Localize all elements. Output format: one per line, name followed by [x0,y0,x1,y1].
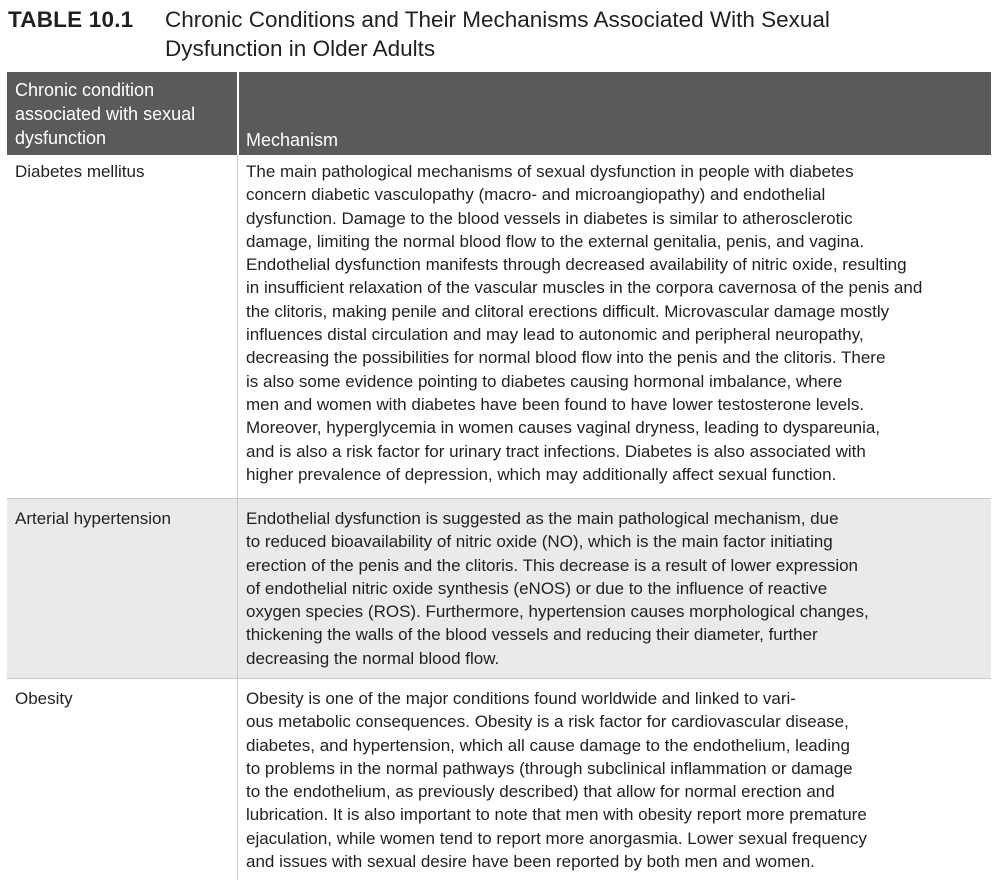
mechanism-line: in insufficient relaxation of the vascular muscles in the corpora cavernosa of the penis and [246,278,923,298]
mechanism-line: to the endothelium, as previously described) that allow for normal erection and [246,782,835,802]
conditions-table [7,72,991,880]
header-condition-line: associated with sexual [15,104,196,124]
mechanism-line: the clitoris, making penile and clitoral erections difficult. Microvascular damage mostly [246,301,890,321]
mechanism-cell [246,687,986,873]
mechanism-line: decreasing the normal blood flow. [246,648,500,668]
mechanism-line: higher prevalence of depression, which may additionally affect sexual function. [246,464,837,484]
mechanism-line: is also some evidence pointing to diabetes causing hormonal imbalance, where [246,371,843,391]
condition-cell: Arterial hypertension [15,509,171,528]
mechanism-line: dysfunction. Damage to the blood vessels in diabetes is similar to atherosclerotic [246,208,853,228]
mechanism-line: and is also a risk factor for urinary tract infections. Diabetes is also associated with [246,441,866,461]
mechanism-line: oxygen species (ROS). Furthermore, hypertension causes morphological changes, [246,602,869,622]
table-header-row [7,72,991,155]
mechanism-line: ous metabolic consequences. Obesity is a risk factor for cardiovascular disease, [246,712,849,732]
mechanism-line: ejaculation, while women tend to report more anorgasmia. Lower sexual frequency [246,828,867,848]
mechanism-line: decreasing the possibilities for normal blood flow into the penis and the clitoris. There [246,348,886,368]
mechanism-line: to reduced bioavailability of nitric oxide (NO), which is the main factor initiating [246,532,833,552]
mechanism-cell [246,160,986,486]
mechanism-line: Moreover, hyperglycemia in women causes vaginal dryness, leading to dyspareunia, [246,418,881,438]
mechanism-line: thickening the walls of the blood vessels and reducing their diameter, further [246,625,818,645]
mechanism-line: of endothelial nitric oxide synthesis (eNOS) or due to the influence of reactive [246,578,828,598]
mechanism-line: concern diabetic vasculopathy (macro- and microangiopathy) and endothelial [246,185,826,205]
table-row-diabetes [7,155,991,498]
mechanism-line: influences distal circulation and may lead to autonomic and peripheral neuropathy, [246,325,864,345]
mechanism-line: Endothelial dysfunction is suggested as the main pathological mechanism, due [246,509,839,528]
header-condition [15,78,233,150]
header-condition-line: dysfunction [15,128,107,148]
mechanism-line: Endothelial dysfunction manifests through decreased availability of nitric oxide, resulting [246,255,907,275]
mechanism-line: and issues with sexual desire have been reported by both men and women. [246,852,815,872]
mechanism-line: Obesity is one of the major conditions found worldwide and linked to vari- [246,689,796,708]
table-label: TABLE 10.1 [8,7,134,32]
mechanism-cell [246,507,986,670]
condition-cell: Diabetes mellitus [15,162,145,181]
column-divider [237,155,238,880]
mechanism-line: erection of the penis and the clitoris. This decrease is a result of lower expression [246,555,858,575]
header-mechanism: Mechanism [246,130,339,150]
condition-cell: Obesity [15,689,73,708]
header-condition-line: Chronic condition [15,80,155,100]
header-divider [237,72,239,155]
mechanism-line: damage, limiting the normal blood flow to the external genitalia, penis, and vagina. [246,231,865,251]
mechanism-line: to problems in the normal pathways (through subclinical inflammation or damage [246,758,853,778]
table-caption [165,5,965,63]
mechanism-line: lubrication. It is also important to note that men with obesity report more premature [246,805,867,825]
table-caption-line: Dysfunction in Older Adults [165,36,436,61]
mechanism-line: diabetes, and hypertension, which all cause damage to the endothelium, leading [246,735,850,755]
mechanism-line: The main pathological mechanisms of sexual dysfunction in people with diabetes [246,162,854,181]
mechanism-line: men and women with diabetes have been found to have lower testosterone levels. [246,394,865,414]
table-row-obesity [7,679,991,880]
table-caption-line: Chronic Conditions and Their Mechanisms Associated With Sexual [165,7,830,32]
table-row-hypertension [7,499,991,678]
